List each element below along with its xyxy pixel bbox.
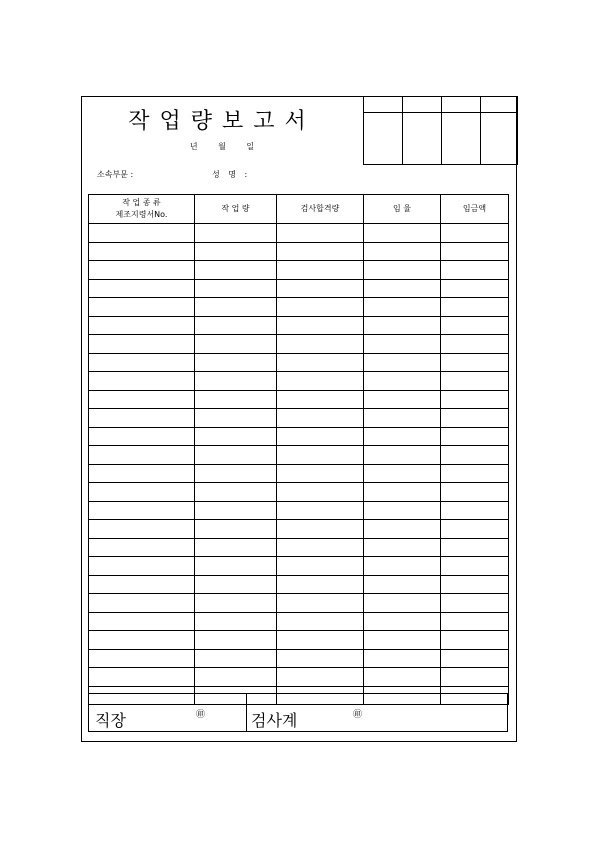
- table-cell[interactable]: [364, 631, 441, 650]
- table-cell[interactable]: [89, 520, 195, 539]
- table-cell[interactable]: [277, 575, 364, 594]
- table-cell[interactable]: [89, 612, 195, 631]
- foreman-seal-icon: ㊞: [196, 710, 206, 720]
- table-cell[interactable]: [441, 631, 509, 650]
- column-header-wage-rate: 임 율: [364, 195, 441, 224]
- table-row: [89, 409, 509, 428]
- table-row: [89, 353, 509, 372]
- approval-sign-cell: [442, 113, 481, 165]
- table-cell[interactable]: [277, 668, 364, 687]
- table-cell[interactable]: [89, 631, 195, 650]
- column-header-line1: 작 업 종 류: [122, 198, 161, 207]
- table-cell[interactable]: [364, 501, 441, 520]
- table-row: [89, 335, 509, 354]
- table-cell[interactable]: [195, 372, 277, 391]
- table-row: [89, 298, 509, 317]
- table-cell[interactable]: [89, 427, 195, 446]
- table-cell[interactable]: [89, 261, 195, 280]
- table-cell[interactable]: [364, 446, 441, 465]
- table-row: [89, 372, 509, 391]
- table-cell[interactable]: [277, 390, 364, 409]
- table-cell[interactable]: [89, 390, 195, 409]
- inspector-seal-icon: ㊞: [353, 710, 363, 720]
- approval-header-cell: [364, 97, 403, 113]
- table-cell[interactable]: [89, 279, 195, 298]
- table-cell[interactable]: [441, 464, 509, 483]
- table-cell[interactable]: [277, 372, 364, 391]
- table-cell[interactable]: [441, 261, 509, 280]
- table-cell[interactable]: [277, 298, 364, 317]
- table-row: [89, 316, 509, 335]
- table-cell[interactable]: [364, 557, 441, 576]
- table-cell[interactable]: [89, 353, 195, 372]
- table-cell[interactable]: [195, 242, 277, 261]
- table-cell[interactable]: [89, 594, 195, 613]
- approval-sign-cell: [481, 113, 518, 165]
- table-cell[interactable]: [195, 224, 277, 243]
- table-cell[interactable]: [89, 409, 195, 428]
- table-cell[interactable]: [195, 594, 277, 613]
- table-cell[interactable]: [89, 538, 195, 557]
- table-cell[interactable]: [195, 631, 277, 650]
- table-cell[interactable]: [441, 594, 509, 613]
- approval-sign-cell: [403, 113, 442, 165]
- approval-header-cell: [403, 97, 442, 113]
- approval-box: [363, 96, 518, 165]
- table-cell[interactable]: [364, 335, 441, 354]
- table-cell[interactable]: [441, 279, 509, 298]
- table-cell[interactable]: [89, 483, 195, 502]
- table-header-row: [89, 195, 509, 224]
- department-label: 소속부문 :: [97, 170, 134, 179]
- column-header-line2: 제조지령서No.: [115, 210, 168, 219]
- table-cell[interactable]: [277, 242, 364, 261]
- approval-header-cell: [442, 97, 481, 113]
- table-cell[interactable]: [441, 224, 509, 243]
- table-row: [89, 446, 509, 465]
- inspector-label: 검사계: [251, 711, 298, 730]
- table-cell[interactable]: [277, 538, 364, 557]
- footer-divider: [246, 694, 247, 731]
- table-cell[interactable]: [195, 390, 277, 409]
- table-cell[interactable]: [195, 427, 277, 446]
- table-cell[interactable]: [364, 316, 441, 335]
- table-cell[interactable]: [364, 538, 441, 557]
- work-table: [88, 194, 509, 705]
- table-cell[interactable]: [195, 464, 277, 483]
- table-row: [89, 612, 509, 631]
- table-cell[interactable]: [441, 372, 509, 391]
- table-cell[interactable]: [89, 335, 195, 354]
- table-cell[interactable]: [277, 353, 364, 372]
- signature-footer: [88, 693, 508, 732]
- table-cell[interactable]: [364, 242, 441, 261]
- table-cell[interactable]: [89, 557, 195, 576]
- table-cell[interactable]: [364, 353, 441, 372]
- table-cell[interactable]: [195, 353, 277, 372]
- table-row: [89, 557, 509, 576]
- table-cell[interactable]: [195, 520, 277, 539]
- table-cell[interactable]: [195, 501, 277, 520]
- table-row: [89, 242, 509, 261]
- table-cell[interactable]: [364, 612, 441, 631]
- table-cell[interactable]: [89, 224, 195, 243]
- table-cell[interactable]: [441, 298, 509, 317]
- table-cell[interactable]: [277, 464, 364, 483]
- table-cell[interactable]: [89, 649, 195, 668]
- column-header-work-type: [89, 195, 195, 224]
- table-cell[interactable]: [277, 335, 364, 354]
- approval-sign-cell: [364, 113, 403, 165]
- table-cell[interactable]: [277, 594, 364, 613]
- table-cell[interactable]: [195, 298, 277, 317]
- table-cell[interactable]: [441, 575, 509, 594]
- table-cell[interactable]: [364, 372, 441, 391]
- table-cell[interactable]: [364, 298, 441, 317]
- table-row: [89, 538, 509, 557]
- table-cell[interactable]: [441, 520, 509, 539]
- table-cell[interactable]: [195, 538, 277, 557]
- table-cell[interactable]: [195, 409, 277, 428]
- table-row: [89, 501, 509, 520]
- date-line: 년 월 일: [189, 142, 255, 151]
- table-cell[interactable]: [364, 668, 441, 687]
- table-cell[interactable]: [364, 594, 441, 613]
- table-cell[interactable]: [441, 335, 509, 354]
- table-cell[interactable]: [195, 335, 277, 354]
- table-cell[interactable]: [364, 224, 441, 243]
- table-row: [89, 427, 509, 446]
- table-cell[interactable]: [277, 557, 364, 576]
- table-cell[interactable]: [277, 483, 364, 502]
- table-cell[interactable]: [195, 261, 277, 280]
- table-cell[interactable]: [364, 279, 441, 298]
- table-cell[interactable]: [195, 446, 277, 465]
- table-row: [89, 224, 509, 243]
- document-title: 작업량보고서: [128, 109, 316, 134]
- table-cell[interactable]: [89, 372, 195, 391]
- table-cell[interactable]: [441, 446, 509, 465]
- table-cell[interactable]: [364, 261, 441, 280]
- foreman-label: 직장: [95, 711, 126, 730]
- table-cell[interactable]: [277, 520, 364, 539]
- table-cell[interactable]: [364, 520, 441, 539]
- table-cell[interactable]: [195, 575, 277, 594]
- table-cell[interactable]: [364, 649, 441, 668]
- table-cell[interactable]: [277, 261, 364, 280]
- table-cell[interactable]: [89, 575, 195, 594]
- table-cell[interactable]: [364, 464, 441, 483]
- table-cell[interactable]: [277, 612, 364, 631]
- table-row: [89, 483, 509, 502]
- table-row: [89, 390, 509, 409]
- table-cell[interactable]: [195, 612, 277, 631]
- column-header-passed-amount: 검사합격량: [277, 195, 364, 224]
- table-cell[interactable]: [277, 427, 364, 446]
- table-cell[interactable]: [89, 242, 195, 261]
- table-cell[interactable]: [195, 668, 277, 687]
- table-cell[interactable]: [441, 483, 509, 502]
- table-cell[interactable]: [364, 575, 441, 594]
- table-cell[interactable]: [89, 446, 195, 465]
- table-cell[interactable]: [364, 409, 441, 428]
- table-cell[interactable]: [89, 501, 195, 520]
- table-cell[interactable]: [195, 316, 277, 335]
- column-header-wage-amount: 임금액: [441, 195, 509, 224]
- table-cell[interactable]: [441, 557, 509, 576]
- table-row: [89, 649, 509, 668]
- table-cell[interactable]: [195, 483, 277, 502]
- table-cell[interactable]: [441, 427, 509, 446]
- approval-header-cell: [481, 97, 518, 113]
- table-cell[interactable]: [441, 390, 509, 409]
- table-cell[interactable]: [89, 298, 195, 317]
- table-cell[interactable]: [364, 390, 441, 409]
- table-cell[interactable]: [195, 557, 277, 576]
- table-cell[interactable]: [441, 316, 509, 335]
- table-cell[interactable]: [89, 316, 195, 335]
- table-row: [89, 668, 509, 687]
- table-cell[interactable]: [89, 464, 195, 483]
- table-row: [89, 520, 509, 539]
- table-row: [89, 261, 509, 280]
- table-row: [89, 575, 509, 594]
- table-cell[interactable]: [195, 649, 277, 668]
- table-cell[interactable]: [277, 316, 364, 335]
- table-cell[interactable]: [195, 279, 277, 298]
- table-cell[interactable]: [441, 668, 509, 687]
- table-cell[interactable]: [441, 501, 509, 520]
- table-cell[interactable]: [441, 612, 509, 631]
- name-label: 성 명 :: [212, 170, 248, 179]
- table-cell[interactable]: [364, 427, 441, 446]
- table-row: [89, 464, 509, 483]
- table-cell[interactable]: [441, 409, 509, 428]
- table-cell[interactable]: [364, 483, 441, 502]
- table-cell[interactable]: [277, 501, 364, 520]
- table-cell[interactable]: [277, 279, 364, 298]
- table-cell[interactable]: [441, 649, 509, 668]
- table-cell[interactable]: [277, 631, 364, 650]
- table-cell[interactable]: [441, 242, 509, 261]
- table-cell[interactable]: [277, 224, 364, 243]
- table-cell[interactable]: [277, 649, 364, 668]
- table-cell[interactable]: [89, 668, 195, 687]
- table-cell[interactable]: [441, 353, 509, 372]
- table-cell[interactable]: [277, 446, 364, 465]
- table-row: [89, 594, 509, 613]
- table-row: [89, 279, 509, 298]
- table-cell[interactable]: [441, 538, 509, 557]
- column-header-work-amount: 작 업 량: [195, 195, 277, 224]
- table-cell[interactable]: [277, 409, 364, 428]
- table-row: [89, 631, 509, 650]
